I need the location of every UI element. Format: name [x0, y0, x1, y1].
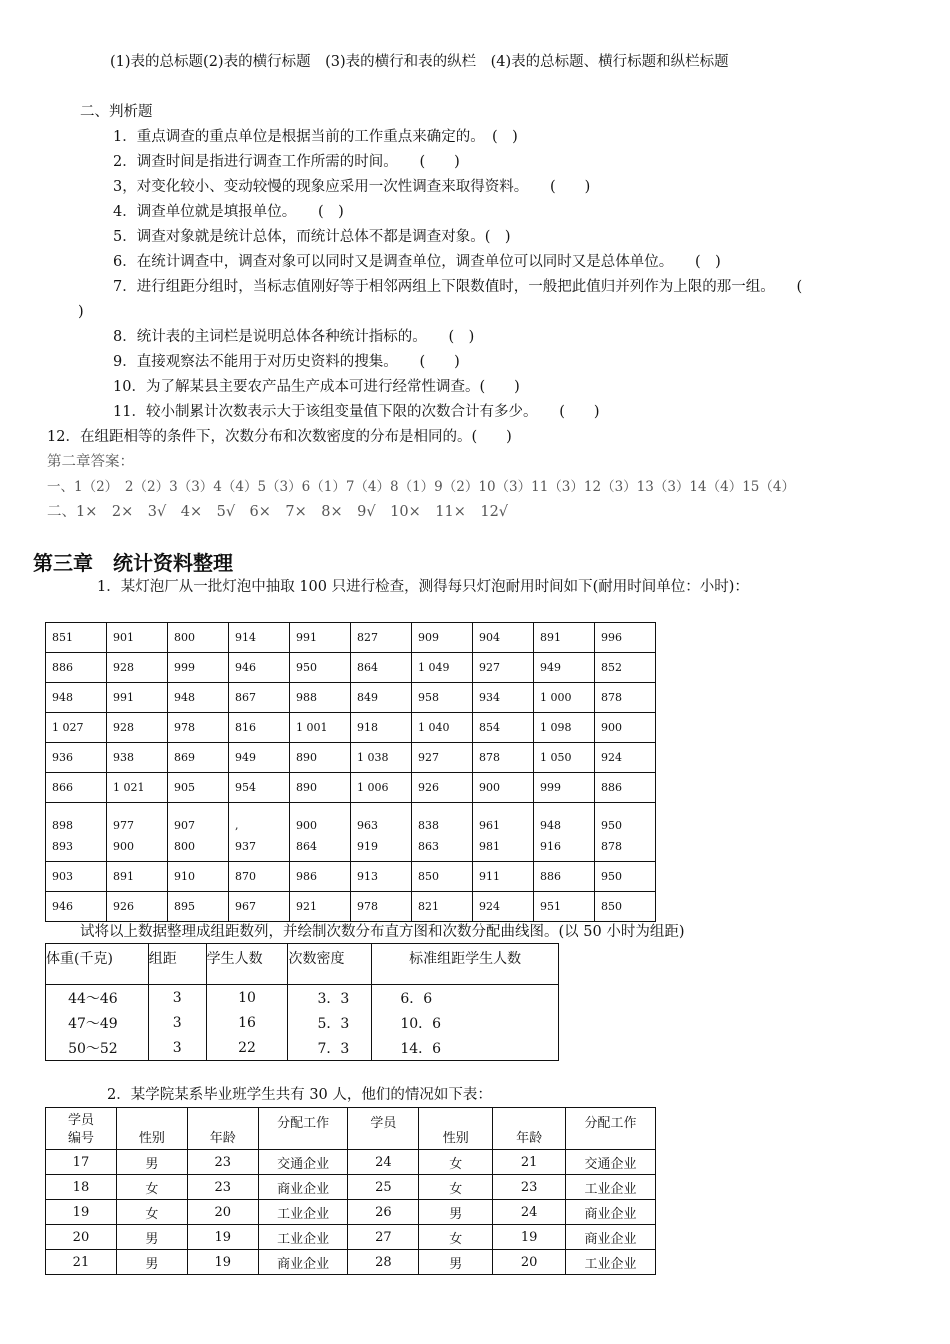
table-cell: 44～46: [46, 985, 149, 1011]
table-cell: 909: [412, 623, 473, 653]
table-cell: 949: [229, 743, 290, 773]
table-cell: 5．3: [288, 1010, 372, 1035]
table-cell: 1 006: [351, 773, 412, 803]
table-cell: 商业企业: [566, 1200, 656, 1225]
table-cell: 1 021: [107, 773, 168, 803]
judge-item: 3，对变化较小、变动较慢的现象应采用一次性调查来取得资料。 ( ): [113, 179, 591, 195]
column-header: 性别: [419, 1108, 493, 1150]
table-cell: 904: [473, 623, 534, 653]
table-cell: 25: [348, 1175, 419, 1200]
chapter-title: [33, 547, 233, 576]
table-row: [46, 1200, 656, 1225]
table-cell: 927: [473, 653, 534, 683]
table-cell: 14．6: [372, 1035, 559, 1061]
table-cell: 938: [107, 743, 168, 773]
table-cell: 950: [595, 862, 656, 892]
judge-item: 5．调查对象就是统计总体，而统计总体不都是调查对象。( ): [113, 229, 511, 245]
table-cell: 903: [46, 862, 107, 892]
table-row: [46, 713, 656, 743]
table-cell: 821: [412, 892, 473, 922]
table-cell: 927: [412, 743, 473, 773]
table-row: [46, 862, 656, 892]
table-row: [46, 743, 656, 773]
table-cell: 24: [348, 1150, 419, 1175]
table-cell: 886: [534, 862, 595, 892]
table-cell: 936: [46, 743, 107, 773]
table-row: [46, 1250, 656, 1275]
judge-item: 11．较小制累计次数表示大于该组变量值下限的次数合计有多少。 ( ): [113, 404, 600, 420]
table-cell: 50～52: [46, 1035, 149, 1061]
table-cell: 870: [229, 862, 290, 892]
table-cell: 911: [473, 862, 534, 892]
table-row: [46, 1150, 656, 1175]
table-cell: 1 001: [290, 713, 351, 743]
table-cell: 交通企业: [258, 1150, 348, 1175]
table-row: [46, 623, 656, 653]
column-header: 标准组距学生人数: [372, 944, 559, 985]
table-cell: 895: [168, 892, 229, 922]
table-cell: 交通企业: [566, 1150, 656, 1175]
chapter-number: 第三章: [33, 551, 93, 575]
table-cell: 981: [473, 832, 534, 862]
table-cell: 948: [534, 803, 595, 833]
section-heading-judge: 二、判析题: [80, 104, 153, 120]
table-cell: 886: [595, 773, 656, 803]
table-cell: 23: [187, 1175, 258, 1200]
table-cell: 893: [46, 832, 107, 862]
table-cell: 948: [46, 683, 107, 713]
column-header: 体重(千克): [46, 944, 149, 985]
table-cell: 商业企业: [258, 1250, 348, 1275]
table-cell: 891: [534, 623, 595, 653]
table-cell: 24: [493, 1200, 566, 1225]
table-cell: 869: [168, 743, 229, 773]
table-cell: 女: [419, 1150, 493, 1175]
judge-item: 8．统计表的主词栏是说明总体各种统计指标的。 ( ): [113, 329, 475, 345]
table-cell: 商业企业: [258, 1175, 348, 1200]
table-cell: 男: [419, 1250, 493, 1275]
chapter-name: 统计资料整理: [113, 551, 233, 575]
table-row: [46, 1010, 559, 1035]
table-cell: 898: [46, 803, 107, 833]
table-cell: 954: [229, 773, 290, 803]
answers-judge: 二、1× 2× 3√ 4× 5√ 6× 7× 8× 9√ 10× 11× 12√: [47, 504, 509, 520]
table-cell: 22: [206, 1035, 288, 1061]
table-cell: 23: [493, 1175, 566, 1200]
column-header: 年龄: [187, 1108, 258, 1150]
table-row: [46, 985, 559, 1011]
table-cell: 工业企业: [566, 1250, 656, 1275]
table-cell: 851: [46, 623, 107, 653]
column-header: 性别: [116, 1108, 187, 1150]
column-header: [46, 1108, 117, 1150]
table-header-row: [46, 1108, 656, 1150]
table-cell: 3．3: [288, 985, 372, 1011]
table-cell: 950: [595, 803, 656, 833]
table-cell: 852: [595, 653, 656, 683]
judge-item: 12．在组距相等的条件下，次数分布和次数密度的分布是相同的。( ): [47, 429, 512, 445]
table-cell: 26: [348, 1200, 419, 1225]
table-cell: 924: [595, 743, 656, 773]
answers-choice: 一、1（2） 2（2）3（3）4（4）5（3）6（1）7（4）8（1）9（2）10（3）11（3）12（3）13（3）14（4）15（4）: [47, 479, 795, 495]
table-cell: 女: [419, 1225, 493, 1250]
table-cell: 47～49: [46, 1010, 149, 1035]
table-cell: 工业企业: [566, 1175, 656, 1200]
table-cell: 1 000: [534, 683, 595, 713]
table-cell: 6．6: [372, 985, 559, 1011]
table-cell: 827: [351, 623, 412, 653]
table-cell: 864: [290, 832, 351, 862]
table-cell: 986: [290, 862, 351, 892]
table-cell: 3: [148, 985, 206, 1011]
table-cell: 907: [168, 803, 229, 833]
table-cell: 16: [206, 1010, 288, 1035]
table-cell: 工业企业: [258, 1225, 348, 1250]
table-cell: 19: [46, 1200, 117, 1225]
table-row: [46, 683, 656, 713]
table-cell: 900: [290, 803, 351, 833]
table-cell: 958: [412, 683, 473, 713]
table-cell: 849: [351, 683, 412, 713]
table-cell: 900: [595, 713, 656, 743]
column-header: 组距: [148, 944, 206, 985]
table-cell: 10．6: [372, 1010, 559, 1035]
table-cell: 928: [107, 653, 168, 683]
table-cell: 21: [493, 1150, 566, 1175]
table-cell: 23: [187, 1150, 258, 1175]
table-cell: 1 040: [412, 713, 473, 743]
table-cell: 850: [595, 892, 656, 922]
table-cell: 男: [116, 1250, 187, 1275]
table-cell: 21: [46, 1250, 117, 1275]
table-cell: 978: [168, 713, 229, 743]
graduate-student-table: [45, 1107, 656, 1275]
table-cell: 891: [107, 862, 168, 892]
column-header: 年龄: [493, 1108, 566, 1150]
table-cell: 863: [412, 832, 473, 862]
table-cell: 890: [290, 743, 351, 773]
table-cell: 951: [534, 892, 595, 922]
question-options: (1)表的总标题(2)表的横行标题 (3)表的横行和表的纵栏 (4)表的总标题、横行标题和纵栏标题: [110, 54, 729, 70]
judge-item: 10．为了解某县主要农产品生产成本可进行经常性调查。( ): [113, 379, 520, 395]
question-1-task: 试将以上数据整理成组距数列，并绘制次数分布直方图和次数分配曲线图。(以 50 小时为组距): [80, 924, 685, 940]
table-cell: 女: [419, 1175, 493, 1200]
table-cell: 商业企业: [566, 1225, 656, 1250]
table-cell: 850: [412, 862, 473, 892]
table-cell: 978: [351, 892, 412, 922]
table-cell: 924: [473, 892, 534, 922]
table-cell: 999: [168, 653, 229, 683]
question-2-text: 2．某学院某系毕业班学生共有 30 人，他们的情况如下表：: [107, 1087, 492, 1103]
table-cell: 838: [412, 803, 473, 833]
column-header: 学生人数: [206, 944, 288, 985]
judge-item: 9．直接观察法不能用于对历史资料的搜集。 ( ): [113, 354, 460, 370]
table-row: [46, 1175, 656, 1200]
judge-item: 7．进行组距分组时，当标志值刚好等于相邻两组上下限数值时，一般把此值归并列作为上限的那一组。 (: [113, 279, 803, 295]
table-cell: 20: [493, 1250, 566, 1275]
table-cell: 7．3: [288, 1035, 372, 1061]
table-cell: 工业企业: [258, 1200, 348, 1225]
table-cell: 20: [46, 1225, 117, 1250]
table-cell: 946: [229, 653, 290, 683]
column-header-label: 学员编号: [67, 1113, 94, 1144]
table-cell: 19: [187, 1225, 258, 1250]
table-cell: 910: [168, 862, 229, 892]
table-row: [46, 832, 656, 862]
table-cell: 991: [107, 683, 168, 713]
table-cell: 20: [187, 1200, 258, 1225]
table-cell: 男: [116, 1150, 187, 1175]
table-cell: 3: [148, 1035, 206, 1061]
table-cell: 886: [46, 653, 107, 683]
question-1-text: 1．某灯泡厂从一批灯泡中抽取 100 只进行检查，测得每只灯泡耐用时间如下(耐用时间单位：小时)：: [97, 579, 749, 595]
table-cell: 男: [419, 1200, 493, 1225]
table-cell: 996: [595, 623, 656, 653]
table-cell: 19: [187, 1250, 258, 1275]
table-cell: 854: [473, 713, 534, 743]
table-cell: 921: [290, 892, 351, 922]
table-cell: 900: [473, 773, 534, 803]
bulb-lifetime-table: [45, 622, 656, 922]
table-cell: 866: [46, 773, 107, 803]
table-cell: 女: [116, 1200, 187, 1225]
table-cell: 1 027: [46, 713, 107, 743]
table-cell: 949: [534, 653, 595, 683]
column-header: 次数密度: [288, 944, 372, 985]
table-row: [46, 1035, 559, 1061]
table-cell: 1 098: [534, 713, 595, 743]
table-cell: 991: [290, 623, 351, 653]
table-cell: 878: [595, 683, 656, 713]
table-cell: 977: [107, 803, 168, 833]
table-cell: 女: [116, 1175, 187, 1200]
table-row: [46, 892, 656, 922]
table-cell: 27: [348, 1225, 419, 1250]
table-cell: 900: [107, 832, 168, 862]
table-row: [46, 803, 656, 833]
column-header: 学员: [348, 1108, 419, 1150]
table-cell: 967: [229, 892, 290, 922]
table-cell: 948: [168, 683, 229, 713]
table-cell: 10: [206, 985, 288, 1011]
table-cell: 963: [351, 803, 412, 833]
table-cell: 878: [595, 832, 656, 862]
judge-item: 6．在统计调查中，调查对象可以同时又是调查单位，调查单位可以同时又是总体单位。 ( ): [113, 254, 721, 270]
table-cell: 3: [148, 1010, 206, 1035]
table-cell: 17: [46, 1150, 117, 1175]
judge-item: 2．调查时间是指进行调查工作所需的时间。 ( ): [113, 154, 460, 170]
table-cell: 1 049: [412, 653, 473, 683]
table-cell: 926: [412, 773, 473, 803]
table-cell: 1 038: [351, 743, 412, 773]
table-cell: 988: [290, 683, 351, 713]
column-header: 分配工作: [566, 1108, 656, 1150]
table-cell: 916: [534, 832, 595, 862]
table-cell: 878: [473, 743, 534, 773]
table-cell: 946: [46, 892, 107, 922]
table-cell: 928: [107, 713, 168, 743]
judge-item: 4．调查单位就是填报单位。 ( ): [113, 204, 344, 220]
table-cell: 1 050: [534, 743, 595, 773]
table-row: [46, 773, 656, 803]
table-cell: 934: [473, 683, 534, 713]
table-row: [46, 1225, 656, 1250]
table-cell: 999: [534, 773, 595, 803]
table-cell: 919: [351, 832, 412, 862]
table-cell: 950: [290, 653, 351, 683]
table-cell: 男: [116, 1225, 187, 1250]
table-cell: 800: [168, 832, 229, 862]
answers-heading: 第二章答案：: [47, 454, 134, 470]
table-cell: 918: [351, 713, 412, 743]
table-cell: 867: [229, 683, 290, 713]
table-cell: 913: [351, 862, 412, 892]
table-cell: 905: [168, 773, 229, 803]
column-header: 分配工作: [258, 1108, 348, 1150]
table-cell: 926: [107, 892, 168, 922]
table-row: [46, 653, 656, 683]
weight-group-table: [45, 943, 559, 1061]
table-cell: 28: [348, 1250, 419, 1275]
table-cell: 961: [473, 803, 534, 833]
judge-item: 1．重点调查的重点单位是根据当前的工作重点来确定的。 ( ): [113, 129, 518, 145]
table-cell: 816: [229, 713, 290, 743]
judge-item-continuation: ): [78, 304, 84, 320]
table-cell: 901: [107, 623, 168, 653]
table-header-row: [46, 944, 559, 985]
table-cell: 914: [229, 623, 290, 653]
table-cell: 800: [168, 623, 229, 653]
table-cell: 890: [290, 773, 351, 803]
table-cell: 19: [493, 1225, 566, 1250]
table-cell: ,: [229, 803, 290, 833]
table-cell: 864: [351, 653, 412, 683]
table-cell: 937: [229, 832, 290, 862]
table-cell: 18: [46, 1175, 117, 1200]
